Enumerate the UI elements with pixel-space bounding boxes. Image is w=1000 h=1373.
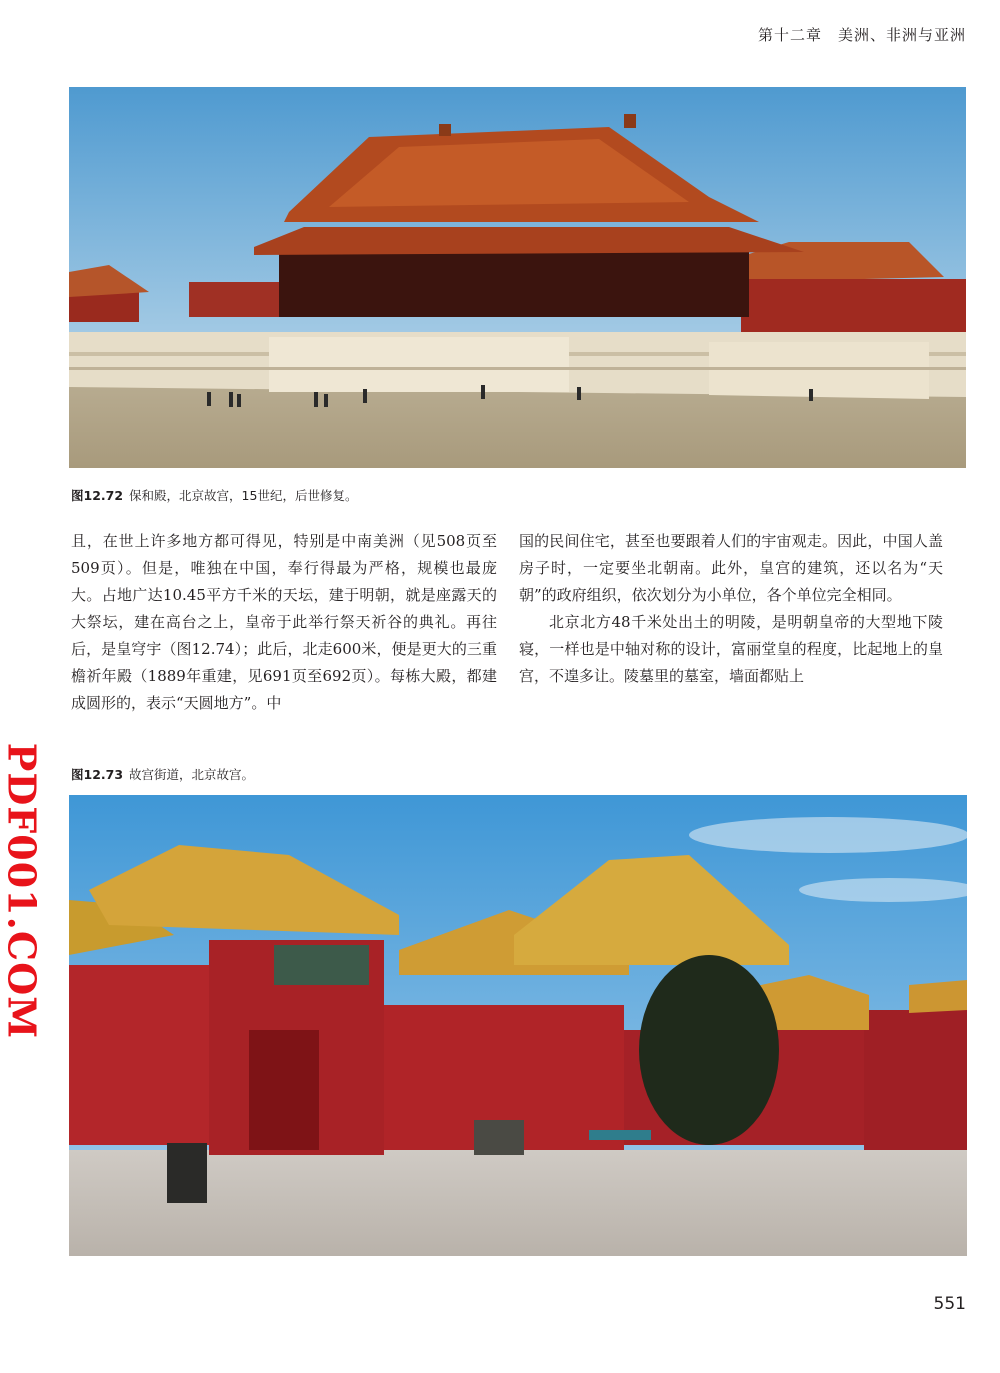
figure-caption-text: 保和殿，北京故宫，15世纪，后世修复。 <box>129 488 358 503</box>
body-paragraph: 且，在世上许多地方都可得见，特别是中南美洲（见508页至509页）。但是，唯独在中国，奉行得最为严格，规模也最庞大。占地广达10.45平方千米的天坛，建于明朝，就是座露天的大祭坛，建在高台之上，皇帝于此举行祭天祈谷的典礼。再往后，是皇穹宇（图12.74）；此后，北走600米，便是更大的三重檐祈年殿（1889年重建，见691页至692页）。每栋大殿，都建成圆形的，表示“天圆地方”。中 <box>71 532 497 712</box>
watermark <box>0 742 45 1040</box>
figure-number: 图12.72 <box>71 488 124 503</box>
street-photo <box>69 795 967 1256</box>
page-number: 551 <box>933 1294 966 1314</box>
body-column-left <box>71 528 497 717</box>
figure-caption-12-73 <box>71 765 254 783</box>
figure-caption-text: 故宫街道，北京故宫。 <box>129 767 255 782</box>
hall-photo <box>69 87 966 468</box>
watermark-text: PDF001.COM <box>0 742 45 1040</box>
figure-caption-12-72 <box>71 486 357 504</box>
body-paragraph: 北京北方48千米处出土的明陵，是明朝皇帝的大型地下陵寝，一样也是中轴对称的设计，富丽堂皇的程度，比起地上的皇宫，不遑多让。陵墓里的墓室，墙面都贴上 <box>519 613 943 685</box>
body-column-right <box>519 528 943 690</box>
running-head: 第十二章 美洲、非洲与亚洲 <box>757 26 966 44</box>
figure-number: 图12.73 <box>71 767 124 782</box>
body-paragraph: 国的民间住宅，甚至也要跟着人们的宇宙观走。因此，中国人盖房子时，一定要坐北朝南。此外，皇宫的建筑，还以名为“天朝”的政府组织，依次划分为小单位，各个单位完全相同。 <box>519 532 943 604</box>
